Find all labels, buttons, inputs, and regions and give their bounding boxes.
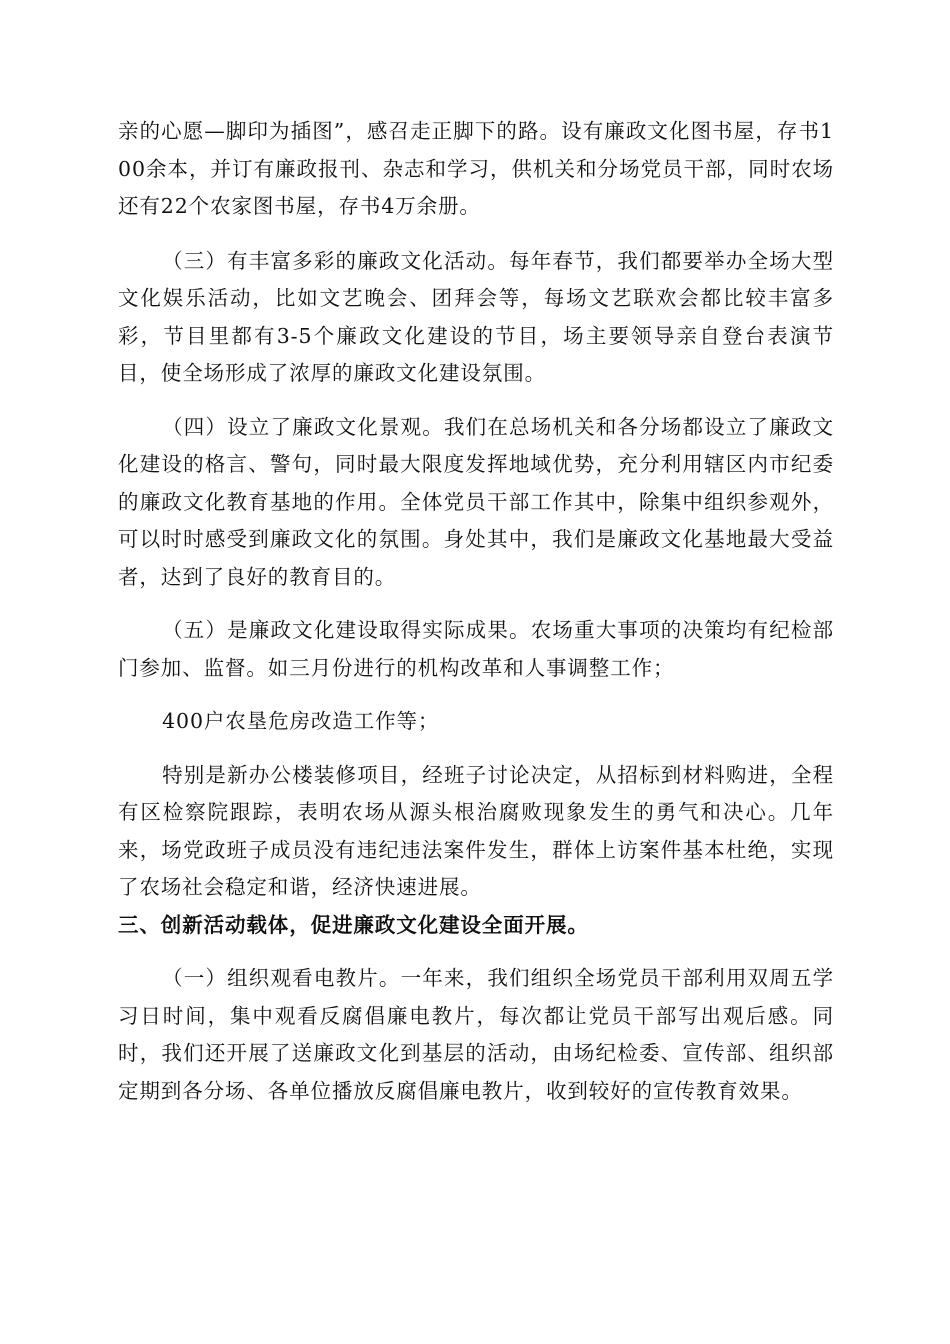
paragraph-culture-activities: （三）有丰富多彩的廉政文化活动。每年春节，我们都要举办全场大型文化娱乐活动，比如文艺晚会、团拜会等，每场文艺联欢会都比较丰富多彩，节目里都有3-5个廉政文化建设的节目，场主要领导亲自登台表演节目，使全场形成了浓厚的廉政文化建设氛围。: [118, 248, 834, 385]
paragraph-culture-landscape: （四）设立了廉政文化景观。我们在总场机关和各分场都设立了廉政文化建设的格言、警句，同时最大限度发挥地域优势，充分利用辖区内市纪委的廉政文化教育基地的作用。全体党员干部工作其中，除集中组织参观外，可以时时感受到廉政文化的氛围。身处其中，我们是廉政文化基地最大受益者，达到了良好的教育目的。: [118, 414, 834, 589]
section-heading: 三、创新活动载体，促进廉政文化建设全面开展。: [118, 912, 589, 937]
paragraph-continuation: 亲的心愿—脚印为插图”，感召走正脚下的路。设有廉政文化图书屋，存书100余本，并订有廉政报刊、杂志和学习，供机关和分场党员干部，同时农场还有22个农家图书屋，存书4万余册。: [118, 119, 834, 218]
paragraph-culture-results: （五）是廉政文化建设取得实际成果。农场重大事项的决策均有纪检部门参加、监督。如三月份进行的机构改革和人事调整工作；: [118, 618, 834, 680]
paragraph-video-education: （一）组织观看电教片。一年来，我们组织全场党员干部利用双周五学习日时间，集中观看反腐倡廉电教片，每次都让党员干部写出观后感。同时，我们还开展了送廉政文化到基层的活动，由场纪检委、宣传部、组织部定期到各分场、各单位播放反腐倡廉电教片，收到较好的宣传教育效果。: [118, 966, 834, 1103]
paragraph-office-project: 特别是新办公楼装修项目，经班子讨论决定，从招标到材料购进，全程有区检察院跟踪，表明农场从源头根治腐败现象发生的勇气和决心。几年来，场党政班子成员没有违纪违法案件发生，群体上访案件基本杜绝，实现了农场社会稳定和谐，经济快速进展。: [118, 762, 834, 899]
document-body: [118, 113, 834, 1110]
paragraph-housing-renovation: 400户农垦危房改造工作等；: [162, 709, 440, 733]
